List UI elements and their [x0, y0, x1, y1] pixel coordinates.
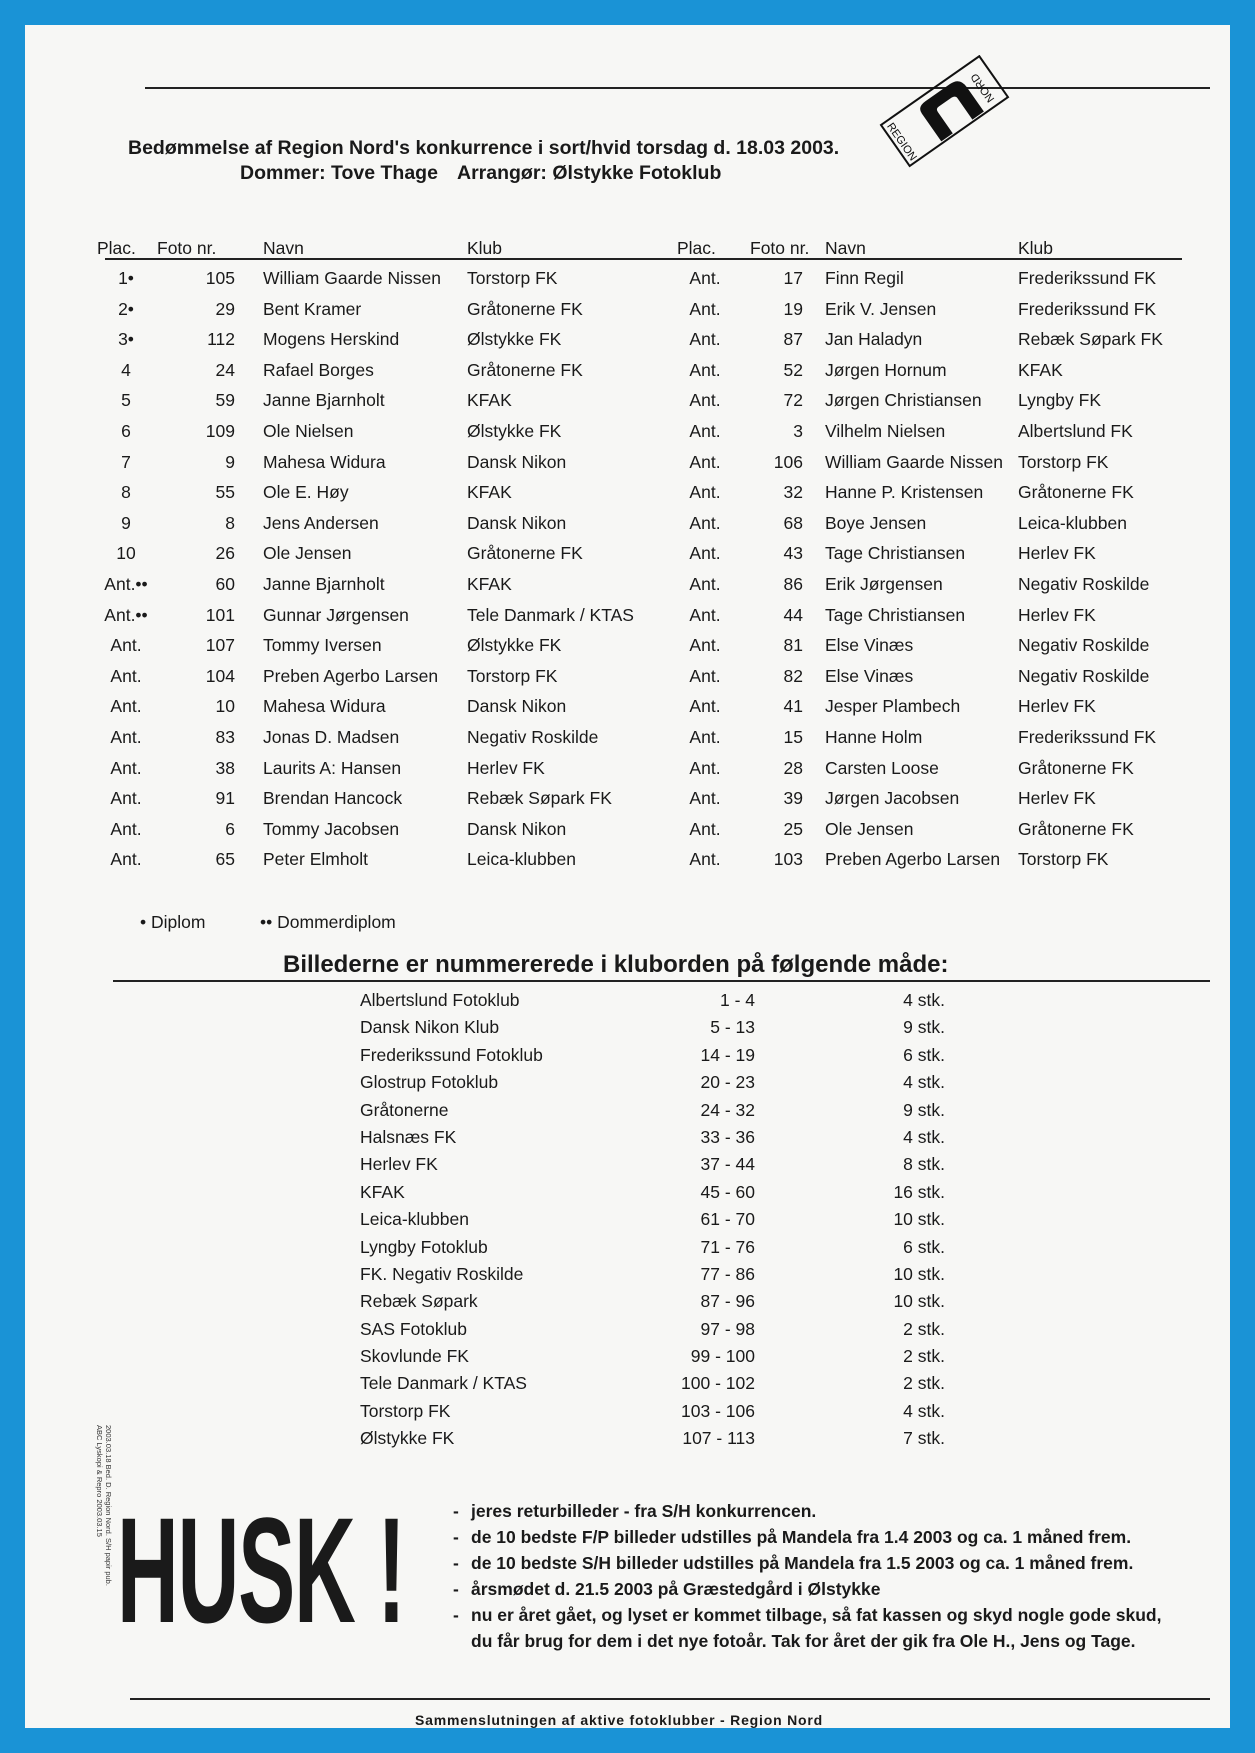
col-header-navn-2: Navn	[825, 238, 866, 258]
cell-navn: Brendan Hancock	[263, 788, 403, 809]
table-row	[25, 539, 1230, 570]
reminder-item	[453, 1524, 1230, 1550]
organizer-label: Arrangør: Ølstykke Fotoklub	[457, 162, 722, 184]
cell-foto-right: 43	[783, 543, 803, 564]
cell-navn: William Gaarde Nissen	[263, 268, 441, 288]
club-range: 33 - 36	[700, 1126, 755, 1147]
cell-foto: 26	[215, 543, 235, 564]
cell-navn: Rafael Borges	[263, 359, 374, 380]
club-count: 16 stk.	[893, 1181, 945, 1202]
judge-label: Dommer: Tove Thage	[240, 162, 438, 184]
cell-navn-right: Preben Agerbo Larsen	[825, 849, 1001, 870]
cell-navn-right: Jørgen Christiansen	[825, 390, 982, 411]
legend-diplom: • Diplom	[140, 912, 206, 932]
cell-klub-right: Frederikssund FK	[1018, 298, 1157, 319]
husk-heading: HUSK !	[117, 1486, 405, 1654]
cell-navn: Jonas D. Madsen	[263, 726, 400, 747]
cell-navn: Peter Elmholt	[263, 849, 369, 870]
club-name: Tele Danmark / KTAS	[360, 1373, 527, 1394]
cell-klub: Torstorp FK	[467, 268, 558, 288]
club-row	[25, 1151, 1230, 1178]
club-numbering-list	[25, 987, 1230, 1453]
reminder-text: nu er året gået, og lyset er kommet tilbage, så fat kassen og skyd nogle gode skud,	[471, 1605, 1162, 1625]
cell-plac-right: Ant.	[689, 604, 721, 625]
cell-klub-right: Negativ Roskilde	[1018, 635, 1150, 656]
club-range: 99 - 100	[690, 1346, 755, 1367]
col-header-plac-2: Plac.	[677, 238, 716, 258]
cell-foto-right: 25	[783, 818, 803, 839]
cell-navn-right: Hanne P. Kristensen	[825, 482, 984, 503]
cell-foto-right: 3	[793, 420, 803, 441]
document-page	[25, 25, 1230, 1728]
cell-plac: Ant.	[110, 696, 142, 717]
cell-plac: Ant.	[110, 726, 142, 747]
cell-plac-right: Ant.	[689, 543, 721, 564]
club-name: Gråtonerne	[360, 1099, 449, 1120]
table-row	[25, 570, 1230, 601]
cell-navn-right: Jørgen Jacobsen	[825, 788, 960, 809]
cell-plac-right: Ant.	[689, 788, 721, 809]
cell-foto-right: 39	[783, 788, 803, 809]
cell-navn: Bent Kramer	[263, 298, 362, 319]
club-row	[25, 1261, 1230, 1288]
numbering-rule	[113, 980, 1210, 982]
cell-foto: 105	[205, 268, 235, 288]
club-row	[25, 1234, 1230, 1261]
table-row	[25, 601, 1230, 632]
cell-plac: 4	[121, 359, 131, 380]
cell-foto-right: 41	[783, 696, 803, 717]
club-name: Torstorp FK	[360, 1400, 451, 1421]
cell-klub: Gråtonerne FK	[467, 298, 583, 319]
cell-klub-right: Gråtonerne FK	[1018, 757, 1134, 778]
reminder-text: årsmødet d. 21.5 2003 på Græstedgård i Ølstykke	[471, 1579, 881, 1599]
cell-foto: 24	[215, 359, 235, 380]
cell-plac: 6	[121, 420, 131, 441]
header-rule	[105, 258, 1182, 260]
reminder-item	[453, 1550, 1230, 1576]
logo-nord-text: NORD	[968, 70, 998, 105]
club-count: 4 stk.	[903, 990, 945, 1010]
reminder-text: de 10 bedste F/P billeder udstilles på Mandela fra 1.4 2003 og ca. 1 måned frem.	[471, 1527, 1132, 1547]
reminder-text: jeres returbilleder - fra S/H konkurrencen.	[471, 1501, 817, 1521]
cell-foto-right: 72	[783, 390, 803, 411]
cell-klub: Gråtonerne FK	[467, 543, 583, 564]
cell-foto: 60	[215, 573, 235, 594]
cell-plac-right: Ant.	[689, 329, 721, 350]
club-count: 10 stk.	[893, 1291, 945, 1312]
cell-foto-right: 103	[773, 849, 803, 870]
club-range: 24 - 32	[700, 1099, 755, 1120]
region-nord-logo	[873, 55, 1013, 175]
cell-foto-right: 44	[783, 604, 803, 625]
club-name: FK. Negativ Roskilde	[360, 1263, 524, 1284]
club-count: 10 stk.	[893, 1209, 945, 1230]
reminder-item	[453, 1576, 1230, 1602]
cell-klub: Herlev FK	[467, 757, 545, 778]
cell-plac-right: Ant.	[689, 665, 721, 686]
cell-klub-right: Leica-klubben	[1018, 512, 1127, 533]
cell-plac: Ant.	[110, 788, 142, 809]
club-count: 10 stk.	[893, 1263, 945, 1284]
table-row	[25, 448, 1230, 479]
col-header-plac: Plac.	[97, 238, 136, 258]
reminder-dash: -	[453, 1605, 459, 1625]
cell-foto-right: 15	[783, 726, 803, 747]
cell-navn-right: Carsten Loose	[825, 757, 939, 778]
club-name: Frederikssund Fotoklub	[360, 1044, 543, 1065]
cell-plac: Ant.••	[104, 573, 148, 594]
club-row	[25, 1206, 1230, 1233]
cell-foto-right: 81	[783, 635, 803, 656]
cell-plac-right: Ant.	[689, 268, 721, 288]
club-name: Skovlunde FK	[360, 1346, 469, 1367]
club-count: 6 stk.	[903, 1044, 945, 1065]
cell-navn: Mahesa Widura	[263, 451, 386, 472]
club-name: Albertslund Fotoklub	[360, 990, 520, 1010]
cell-klub: Ølstykke FK	[467, 635, 562, 656]
cell-plac: Ant.••	[104, 604, 148, 625]
cell-plac-right: Ant.	[689, 696, 721, 717]
cell-klub-right: Herlev FK	[1018, 696, 1096, 717]
cell-plac-right: Ant.	[689, 849, 721, 870]
cell-foto: 10	[215, 696, 235, 717]
table-row	[25, 662, 1230, 693]
cell-klub-right: Gråtonerne FK	[1018, 818, 1134, 839]
cell-navn-right: Vilhelm Nielsen	[825, 420, 946, 441]
club-name: SAS Fotoklub	[360, 1318, 467, 1339]
cell-navn: Jens Andersen	[263, 512, 379, 533]
cell-navn: Laurits A: Hansen	[263, 757, 402, 778]
cell-foto-right: 28	[783, 757, 803, 778]
cell-plac: 9	[121, 512, 131, 533]
cell-plac: 8	[121, 482, 131, 503]
table-row	[25, 478, 1230, 509]
club-count: 7 stk.	[903, 1428, 945, 1449]
cell-navn: Janne Bjarnholt	[263, 573, 385, 594]
club-row	[25, 1179, 1230, 1206]
col-header-klub-2: Klub	[1018, 238, 1054, 258]
cell-navn-right: Erik V. Jensen	[825, 298, 937, 319]
cell-klub: KFAK	[467, 573, 512, 594]
table-row	[25, 845, 1230, 876]
cell-plac: Ant.	[110, 818, 142, 839]
club-name: Ølstykke FK	[360, 1428, 455, 1449]
cell-foto-right: 86	[783, 573, 803, 594]
results-table	[25, 264, 1230, 876]
club-row	[25, 1343, 1230, 1370]
table-row	[25, 356, 1230, 387]
table-row	[25, 784, 1230, 815]
club-count: 2 stk.	[903, 1318, 945, 1339]
club-name: Rebæk Søpark	[360, 1291, 478, 1312]
club-range: 37 - 44	[700, 1154, 755, 1175]
club-row	[25, 1097, 1230, 1124]
club-range: 97 - 98	[700, 1318, 755, 1339]
cell-plac: Ant.	[110, 635, 142, 656]
club-name: Herlev FK	[360, 1154, 438, 1175]
cell-klub-right: Frederikssund FK	[1018, 268, 1157, 288]
club-range: 20 - 23	[700, 1072, 755, 1093]
cell-foto-right: 19	[783, 298, 803, 319]
col-header-foto-2: Foto nr.	[750, 238, 810, 258]
cell-plac-right: Ant.	[689, 451, 721, 472]
cell-plac: Ant.	[110, 757, 142, 778]
col-header-foto: Foto nr.	[157, 238, 217, 258]
logo-region-text: REGION	[884, 120, 919, 164]
table-row	[25, 509, 1230, 540]
cell-klub-right: Herlev FK	[1018, 543, 1096, 564]
cell-foto: 55	[215, 482, 235, 503]
club-row	[25, 1425, 1230, 1452]
cell-foto: 91	[215, 788, 235, 809]
cell-plac-right: Ant.	[689, 818, 721, 839]
cell-plac-right: Ant.	[689, 573, 721, 594]
club-range: 5 - 13	[710, 1017, 755, 1038]
club-range: 100 - 102	[681, 1373, 755, 1394]
top-rule	[145, 87, 1210, 89]
cell-foto-right: 17	[783, 268, 803, 288]
club-range: 71 - 76	[700, 1236, 755, 1257]
reminder-text: de 10 bedste S/H billeder udstilles på Mandela fra 1.5 2003 og ca. 1 måned frem.	[471, 1553, 1134, 1573]
side-note	[91, 1425, 113, 1685]
cell-plac-right: Ant.	[689, 298, 721, 319]
cell-foto: 104	[205, 665, 235, 686]
club-row	[25, 1042, 1230, 1069]
cell-plac: Ant.	[110, 665, 142, 686]
club-name: Glostrup Fotoklub	[360, 1072, 499, 1093]
cell-plac-right: Ant.	[689, 390, 721, 411]
cell-klub: KFAK	[467, 390, 512, 411]
reminder-dash: -	[453, 1501, 459, 1521]
cell-navn: Tommy Jacobsen	[263, 818, 400, 839]
table-row	[25, 631, 1230, 662]
footer-text: Sammenslutningen af aktive fotoklubber - Region Nord	[415, 1712, 823, 1728]
cell-klub-right: Albertslund FK	[1018, 420, 1133, 441]
cell-plac-right: Ant.	[689, 482, 721, 503]
cell-foto: 107	[205, 635, 235, 656]
cell-klub: Dansk Nikon	[467, 451, 567, 472]
cell-plac: 5	[121, 390, 131, 411]
cell-navn: Mogens Herskind	[263, 329, 400, 350]
side-note-line-1: 2003.03.18 Bed. D. Region Nord. S/H papir pub.	[104, 1425, 113, 1586]
cell-navn: Ole Nielsen	[263, 420, 354, 441]
cell-foto-right: 52	[783, 359, 803, 380]
club-count: 6 stk.	[903, 1236, 945, 1257]
cell-klub: Ølstykke FK	[467, 420, 562, 441]
table-row	[25, 815, 1230, 846]
cell-klub: KFAK	[467, 482, 512, 503]
cell-plac: 1•	[118, 268, 134, 288]
table-row	[25, 264, 1230, 295]
cell-navn: Tommy Iversen	[263, 635, 382, 656]
cell-navn: Mahesa Widura	[263, 696, 386, 717]
cell-klub: Dansk Nikon	[467, 512, 567, 533]
club-range: 45 - 60	[700, 1181, 755, 1202]
cell-klub-right: Torstorp FK	[1018, 849, 1109, 870]
club-row	[25, 1124, 1230, 1151]
side-note-line-2: ABC Lyskopi & Repro 2003.03.15	[95, 1425, 104, 1537]
cell-klub-right: Negativ Roskilde	[1018, 573, 1150, 594]
club-row	[25, 1014, 1230, 1041]
cell-foto: 9	[225, 451, 235, 472]
cell-klub: Dansk Nikon	[467, 696, 567, 717]
cell-navn: Ole Jensen	[263, 543, 352, 564]
cell-foto: 101	[205, 604, 235, 625]
table-row	[25, 295, 1230, 326]
cell-navn: Preben Agerbo Larsen	[263, 665, 439, 686]
cell-klub-right: Lyngby FK	[1018, 390, 1102, 411]
cell-foto: 38	[215, 757, 235, 778]
col-header-klub: Klub	[467, 238, 503, 258]
cell-klub: Ølstykke FK	[467, 329, 562, 350]
table-row	[25, 692, 1230, 723]
cell-navn: Janne Bjarnholt	[263, 390, 385, 411]
cell-plac: Ant.	[110, 849, 142, 870]
club-range: 1 - 4	[719, 990, 755, 1010]
cell-navn-right: William Gaarde Nissen	[825, 451, 1003, 472]
club-count: 8 stk.	[903, 1154, 945, 1175]
club-range: 77 - 86	[700, 1263, 755, 1284]
club-row	[25, 1069, 1230, 1096]
cell-klub: Leica-klubben	[467, 849, 576, 870]
cell-foto: 65	[215, 849, 235, 870]
footer-rule	[130, 1698, 1210, 1700]
cell-foto: 6	[225, 818, 235, 839]
club-count: 2 stk.	[903, 1346, 945, 1367]
cell-navn: Gunnar Jørgensen	[263, 604, 409, 625]
cell-plac-right: Ant.	[689, 757, 721, 778]
cell-klub: Dansk Nikon	[467, 818, 567, 839]
club-name: Halsnæs FK	[360, 1126, 457, 1147]
cell-plac-right: Ant.	[689, 420, 721, 441]
cell-klub: Rebæk Søpark FK	[467, 788, 612, 809]
cell-klub: Tele Danmark / KTAS	[467, 604, 634, 625]
cell-navn-right: Boye Jensen	[825, 512, 927, 533]
reminder-dash: -	[453, 1527, 459, 1547]
table-row	[25, 754, 1230, 785]
cell-klub-right: Frederikssund FK	[1018, 726, 1157, 747]
cell-foto-right: 82	[783, 665, 803, 686]
cell-foto: 112	[207, 329, 235, 350]
club-count: 9 stk.	[903, 1099, 945, 1120]
cell-plac: 3•	[118, 329, 134, 350]
cell-plac-right: Ant.	[689, 359, 721, 380]
cell-navn: Ole E. Høy	[263, 482, 349, 503]
table-row	[25, 417, 1230, 448]
cell-foto: 83	[215, 726, 235, 747]
reminder-dash: -	[453, 1579, 459, 1599]
cell-navn-right: Jørgen Hornum	[825, 359, 947, 380]
cell-foto-right: 87	[783, 329, 803, 350]
club-range: 61 - 70	[700, 1209, 755, 1230]
cell-klub-right: Torstorp FK	[1018, 451, 1109, 472]
cell-foto-right: 68	[783, 512, 803, 533]
cell-klub: Gråtonerne FK	[467, 359, 583, 380]
club-name: Dansk Nikon Klub	[360, 1017, 500, 1038]
cell-navn-right: Else Vinæs	[825, 665, 914, 686]
reminder-text-continued: du får brug for dem i det nye fotoår. Tak for året der gik fra Ole H., Jens og Tage.	[471, 1631, 1136, 1651]
cell-navn-right: Tage Christiansen	[825, 604, 966, 625]
table-row	[25, 723, 1230, 754]
club-row	[25, 1370, 1230, 1397]
cell-navn-right: Jesper Plambech	[825, 696, 961, 717]
club-row	[25, 1316, 1230, 1343]
cell-foto-right: 106	[773, 451, 803, 472]
cell-plac-right: Ant.	[689, 726, 721, 747]
cell-foto: 8	[225, 512, 235, 533]
page-title: Bedømmelse af Region Nord's konkurrence i sort/hvid torsdag d. 18.03 2003.	[128, 137, 840, 159]
cell-plac-right: Ant.	[689, 512, 721, 533]
cell-plac: 10	[116, 543, 136, 564]
club-count: 4 stk.	[903, 1400, 945, 1421]
cell-klub-right: Rebæk Søpark FK	[1018, 329, 1163, 350]
cell-plac-right: Ant.	[689, 635, 721, 656]
cell-klub: Torstorp FK	[467, 665, 558, 686]
club-range: 87 - 96	[700, 1291, 755, 1312]
cell-navn-right: Tage Christiansen	[825, 543, 966, 564]
club-range: 14 - 19	[700, 1044, 755, 1065]
cell-plac: 7	[121, 451, 131, 472]
cell-klub-right: Negativ Roskilde	[1018, 665, 1150, 686]
cell-klub-right: KFAK	[1018, 359, 1063, 380]
club-row	[25, 1288, 1230, 1315]
cell-foto: 29	[215, 298, 235, 319]
club-row	[25, 1398, 1230, 1425]
cell-klub-right: Herlev FK	[1018, 604, 1096, 625]
club-name: Leica-klubben	[360, 1209, 469, 1230]
reminder-item	[453, 1498, 1230, 1524]
club-count: 4 stk.	[903, 1126, 945, 1147]
reminder-dash: -	[453, 1553, 459, 1573]
cell-plac: 2•	[118, 298, 134, 319]
table-row	[25, 386, 1230, 417]
cell-navn-right: Hanne Holm	[825, 726, 923, 747]
club-range: 107 - 113	[682, 1428, 755, 1449]
col-header-navn: Navn	[263, 238, 304, 258]
cell-foto: 109	[205, 420, 235, 441]
club-name: KFAK	[360, 1181, 405, 1202]
club-count: 2 stk.	[903, 1373, 945, 1394]
cell-navn-right: Ole Jensen	[825, 818, 914, 839]
numbering-heading: Billederne er nummererede i kluborden på følgende måde:	[283, 951, 949, 978]
cell-foto-right: 32	[783, 482, 803, 503]
cell-klub-right: Gråtonerne FK	[1018, 482, 1134, 503]
cell-navn-right: Erik Jørgensen	[825, 573, 943, 594]
cell-navn-right: Jan Haladyn	[825, 329, 923, 350]
legend-dommerdiplom: •• Dommerdiplom	[260, 912, 396, 932]
cell-foto: 59	[215, 390, 235, 411]
club-count: 4 stk.	[903, 1072, 945, 1093]
cell-klub-right: Herlev FK	[1018, 788, 1096, 809]
cell-navn-right: Else Vinæs	[825, 635, 914, 656]
table-row	[25, 325, 1230, 356]
club-range: 103 - 106	[681, 1400, 755, 1421]
club-count: 9 stk.	[903, 1017, 945, 1038]
cell-navn-right: Finn Regil	[825, 268, 904, 288]
club-row	[25, 987, 1230, 1014]
cell-klub: Negativ Roskilde	[467, 726, 599, 747]
reminder-notes	[453, 1498, 1230, 1654]
club-name: Lyngby Fotoklub	[360, 1236, 488, 1257]
reminder-item	[453, 1602, 1230, 1654]
